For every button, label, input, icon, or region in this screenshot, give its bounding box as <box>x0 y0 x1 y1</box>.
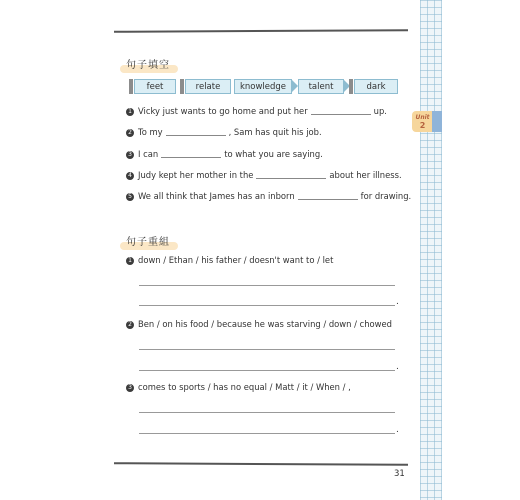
word-bank-item: feet <box>134 79 176 94</box>
item-text-before: Judy kept her mother in the <box>138 170 254 180</box>
answer-line[interactable] <box>139 412 395 413</box>
reorder-prompt: comes to sports / has no equal / Matt / it / When / , <box>138 382 351 392</box>
fill-in-item <box>126 170 402 180</box>
answer-blank[interactable] <box>311 106 371 115</box>
page-number: 31 <box>394 469 405 479</box>
item-number: 5 <box>126 193 134 201</box>
reorder-item <box>126 319 392 329</box>
reorder-item <box>126 255 333 265</box>
graph-paper-margin <box>420 0 442 500</box>
fill-in-item <box>126 106 387 116</box>
item-text-after: about her illness. <box>329 170 402 180</box>
answer-blank[interactable] <box>256 170 326 179</box>
item-text-before: Vicky just wants to go home and put her <box>138 106 308 116</box>
section-title-fill-in: 句子填空 <box>126 56 170 71</box>
word-bank-item: knowledge <box>234 79 292 94</box>
section-title-reorder: 句子重組 <box>126 233 170 248</box>
item-text-before: We all think that James has an inborn <box>138 191 295 201</box>
word-bank-marker <box>349 79 353 94</box>
answer-line[interactable] <box>139 305 395 306</box>
item-text-after: , Sam has quit his job. <box>228 127 322 137</box>
answer-blank[interactable] <box>298 191 358 200</box>
unit-label: Unit <box>415 113 430 121</box>
word-bank-item: dark <box>354 79 398 94</box>
unit-tab-edge <box>432 111 442 132</box>
answer-blank[interactable] <box>161 149 221 158</box>
period-mark: . <box>396 425 399 435</box>
reorder-prompt: down / Ethan / his father / doesn't want to / let <box>138 255 334 265</box>
unit-tab <box>412 111 442 132</box>
unit-number: 2 <box>419 120 426 130</box>
fill-in-item <box>126 149 323 159</box>
item-number: 2 <box>126 129 134 137</box>
word-bank-marker <box>180 79 184 94</box>
fill-in-item <box>126 127 322 137</box>
answer-line[interactable] <box>139 285 395 286</box>
bottom-divider <box>114 462 408 466</box>
item-text-before: To my <box>138 127 163 137</box>
item-number: 1 <box>126 257 134 265</box>
answer-line[interactable] <box>139 349 395 350</box>
word-bank-item: relate <box>185 79 231 94</box>
item-text-before: I can <box>138 149 159 159</box>
word-bank-item: talent <box>298 79 344 94</box>
word-bank-marker <box>129 79 133 94</box>
top-divider <box>114 29 408 33</box>
item-text-after: for drawing. <box>360 191 412 201</box>
item-number: 4 <box>126 172 134 180</box>
answer-line[interactable] <box>139 370 395 371</box>
item-number: 1 <box>126 108 134 116</box>
period-mark: . <box>396 297 399 307</box>
item-number: 3 <box>126 151 134 159</box>
reorder-prompt: Ben / on his food / because he was starving / down / chowed <box>138 319 392 329</box>
fill-in-item <box>126 191 411 201</box>
item-text-after: up. <box>373 106 387 116</box>
answer-blank[interactable] <box>166 127 226 136</box>
item-number: 3 <box>126 384 134 392</box>
reorder-item <box>126 382 351 392</box>
period-mark: . <box>396 362 399 372</box>
item-number: 2 <box>126 321 134 329</box>
answer-line[interactable] <box>139 433 395 434</box>
item-text-after: to what you are saying. <box>224 149 323 159</box>
